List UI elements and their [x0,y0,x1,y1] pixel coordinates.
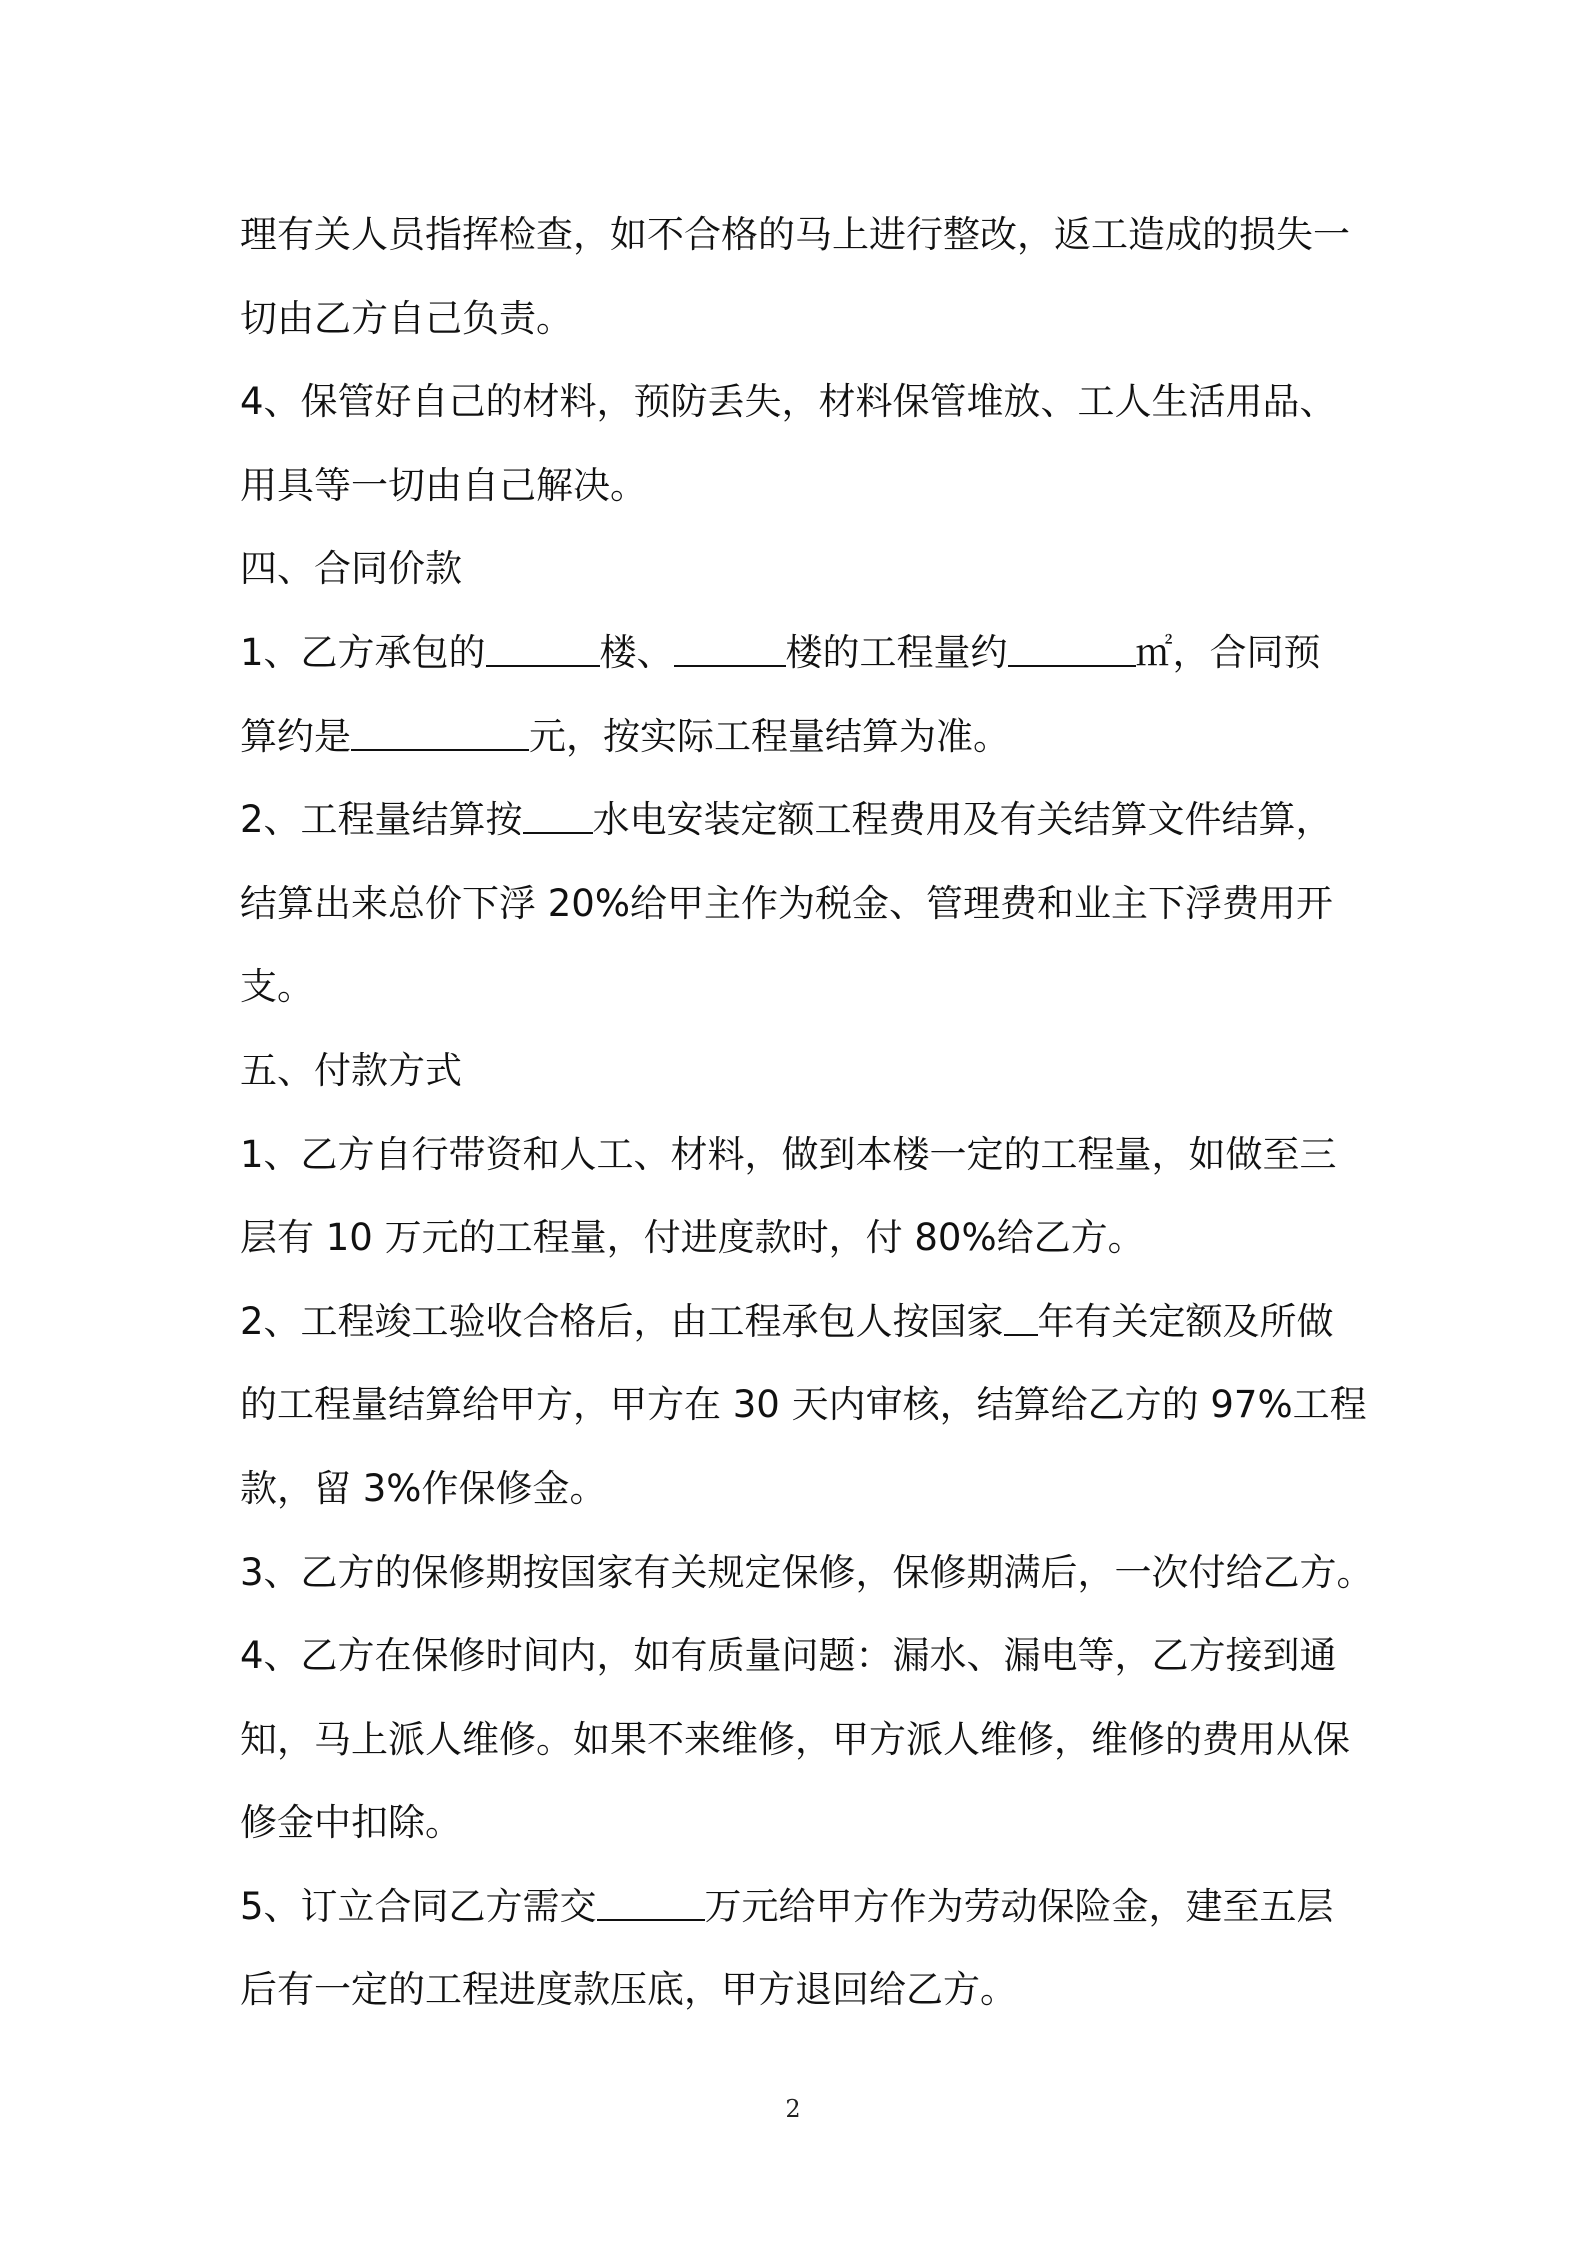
text-segment: 4、乙方在保修时间内，如有质量问题：漏水、漏电等，乙方接到通 [240,1634,1337,1678]
fill-blank [597,1875,705,1921]
text-segment: 层有 10 万元的工程量，付进度款时，付 80%给乙方。 [240,1216,1145,1260]
section-heading-payment-method [240,1029,1360,1113]
text-segment: 算约是 [240,714,351,758]
clause-4-line [240,360,1360,444]
text-segment: 后有一定的工程进度款压底，甲方退回给乙方。 [240,1968,1017,2012]
fill-blank [351,705,529,751]
text-line [240,1196,1360,1280]
text-line [240,1948,1360,2032]
text-segment: 切由乙方自己负责。 [240,296,573,340]
text-line [240,193,1360,277]
fill-blank [1004,1290,1038,1336]
payment-clause-3-line [240,1531,1374,1615]
text-segment: 修金中扣除。 [240,1801,462,1845]
price-clause-2-line [240,778,1360,862]
text-segment: 元，按实际工程量结算为准。 [529,714,1010,758]
payment-clause-4-line [240,1614,1360,1698]
text-segment: 1、乙方自行带资和人工、材料，做到本楼一定的工程量，如做至三 [240,1132,1337,1176]
text-segment: 4、保管好自己的材料，预防丢失，材料保管堆放、工人生活用品、 [240,380,1337,424]
price-clause-1-line [240,611,1360,695]
text-segment: 理有关人员指挥检查，如不合格的马上进行整改，返工造成的损失一 [240,213,1350,256]
text-segment: 的工程量结算给甲方，甲方在 30 天内审核，结算给乙方的 97%工程 [240,1383,1367,1427]
text-segment: 万元给甲方作为劳动保险金，建至五层 [704,1884,1334,1928]
text-line [240,1447,1360,1531]
text-segment: 支。 [240,965,314,1009]
payment-clause-5-line [240,1865,1360,1949]
text-segment: 2、工程量结算按 [240,798,523,842]
text-segment: 2、工程竣工验收合格后，由工程承包人按国家 [240,1299,1004,1343]
payment-clause-2-line [240,1280,1360,1364]
text-segment: 水电安装定额工程费用及有关结算文件结算， [592,798,1333,842]
text-line [240,1363,1367,1447]
fill-blank [1008,621,1136,667]
section-heading: 五、付款方式 [240,1048,462,1092]
text-segment: 知，马上派人维修。如果不来维修，甲方派人维修，维修的费用从保 [240,1717,1350,1761]
text-segment: 款，留 3%作保修金。 [240,1466,607,1510]
text-line [240,945,1360,1029]
section-heading: 四、合同价款 [240,547,462,591]
text-line [240,1781,1360,1865]
text-line [240,277,1360,361]
text-line [240,1698,1360,1782]
text-segment: 5、订立合同乙方需交 [240,1884,597,1928]
payment-clause-1-line [240,1113,1360,1197]
text-line [240,444,1360,528]
text-segment: 年有关定额及所做 [1037,1299,1334,1343]
text-segment: 用具等一切由自己解决。 [240,463,647,507]
text-segment: 楼的工程量约 [785,630,1008,674]
text-segment: ㎡，合同预 [1135,630,1321,674]
text-line [240,862,1360,946]
fill-blank [523,788,593,834]
text-segment: 结算出来总价下浮 20%给甲主作为税金、管理费和业主下浮费用开 [240,881,1333,925]
section-heading-contract-price [240,527,1360,611]
document-body [240,193,1374,2032]
text-segment: 3、乙方的保修期按国家有关规定保修，保修期满后，一次付给乙方。 [240,1550,1374,1594]
text-line [240,695,1360,779]
text-segment: 楼、 [599,630,674,674]
page-number: 2 [785,2095,801,2123]
fill-blank [674,621,786,667]
text-segment: 1、乙方承包的 [240,630,486,674]
fill-blank [486,621,600,667]
